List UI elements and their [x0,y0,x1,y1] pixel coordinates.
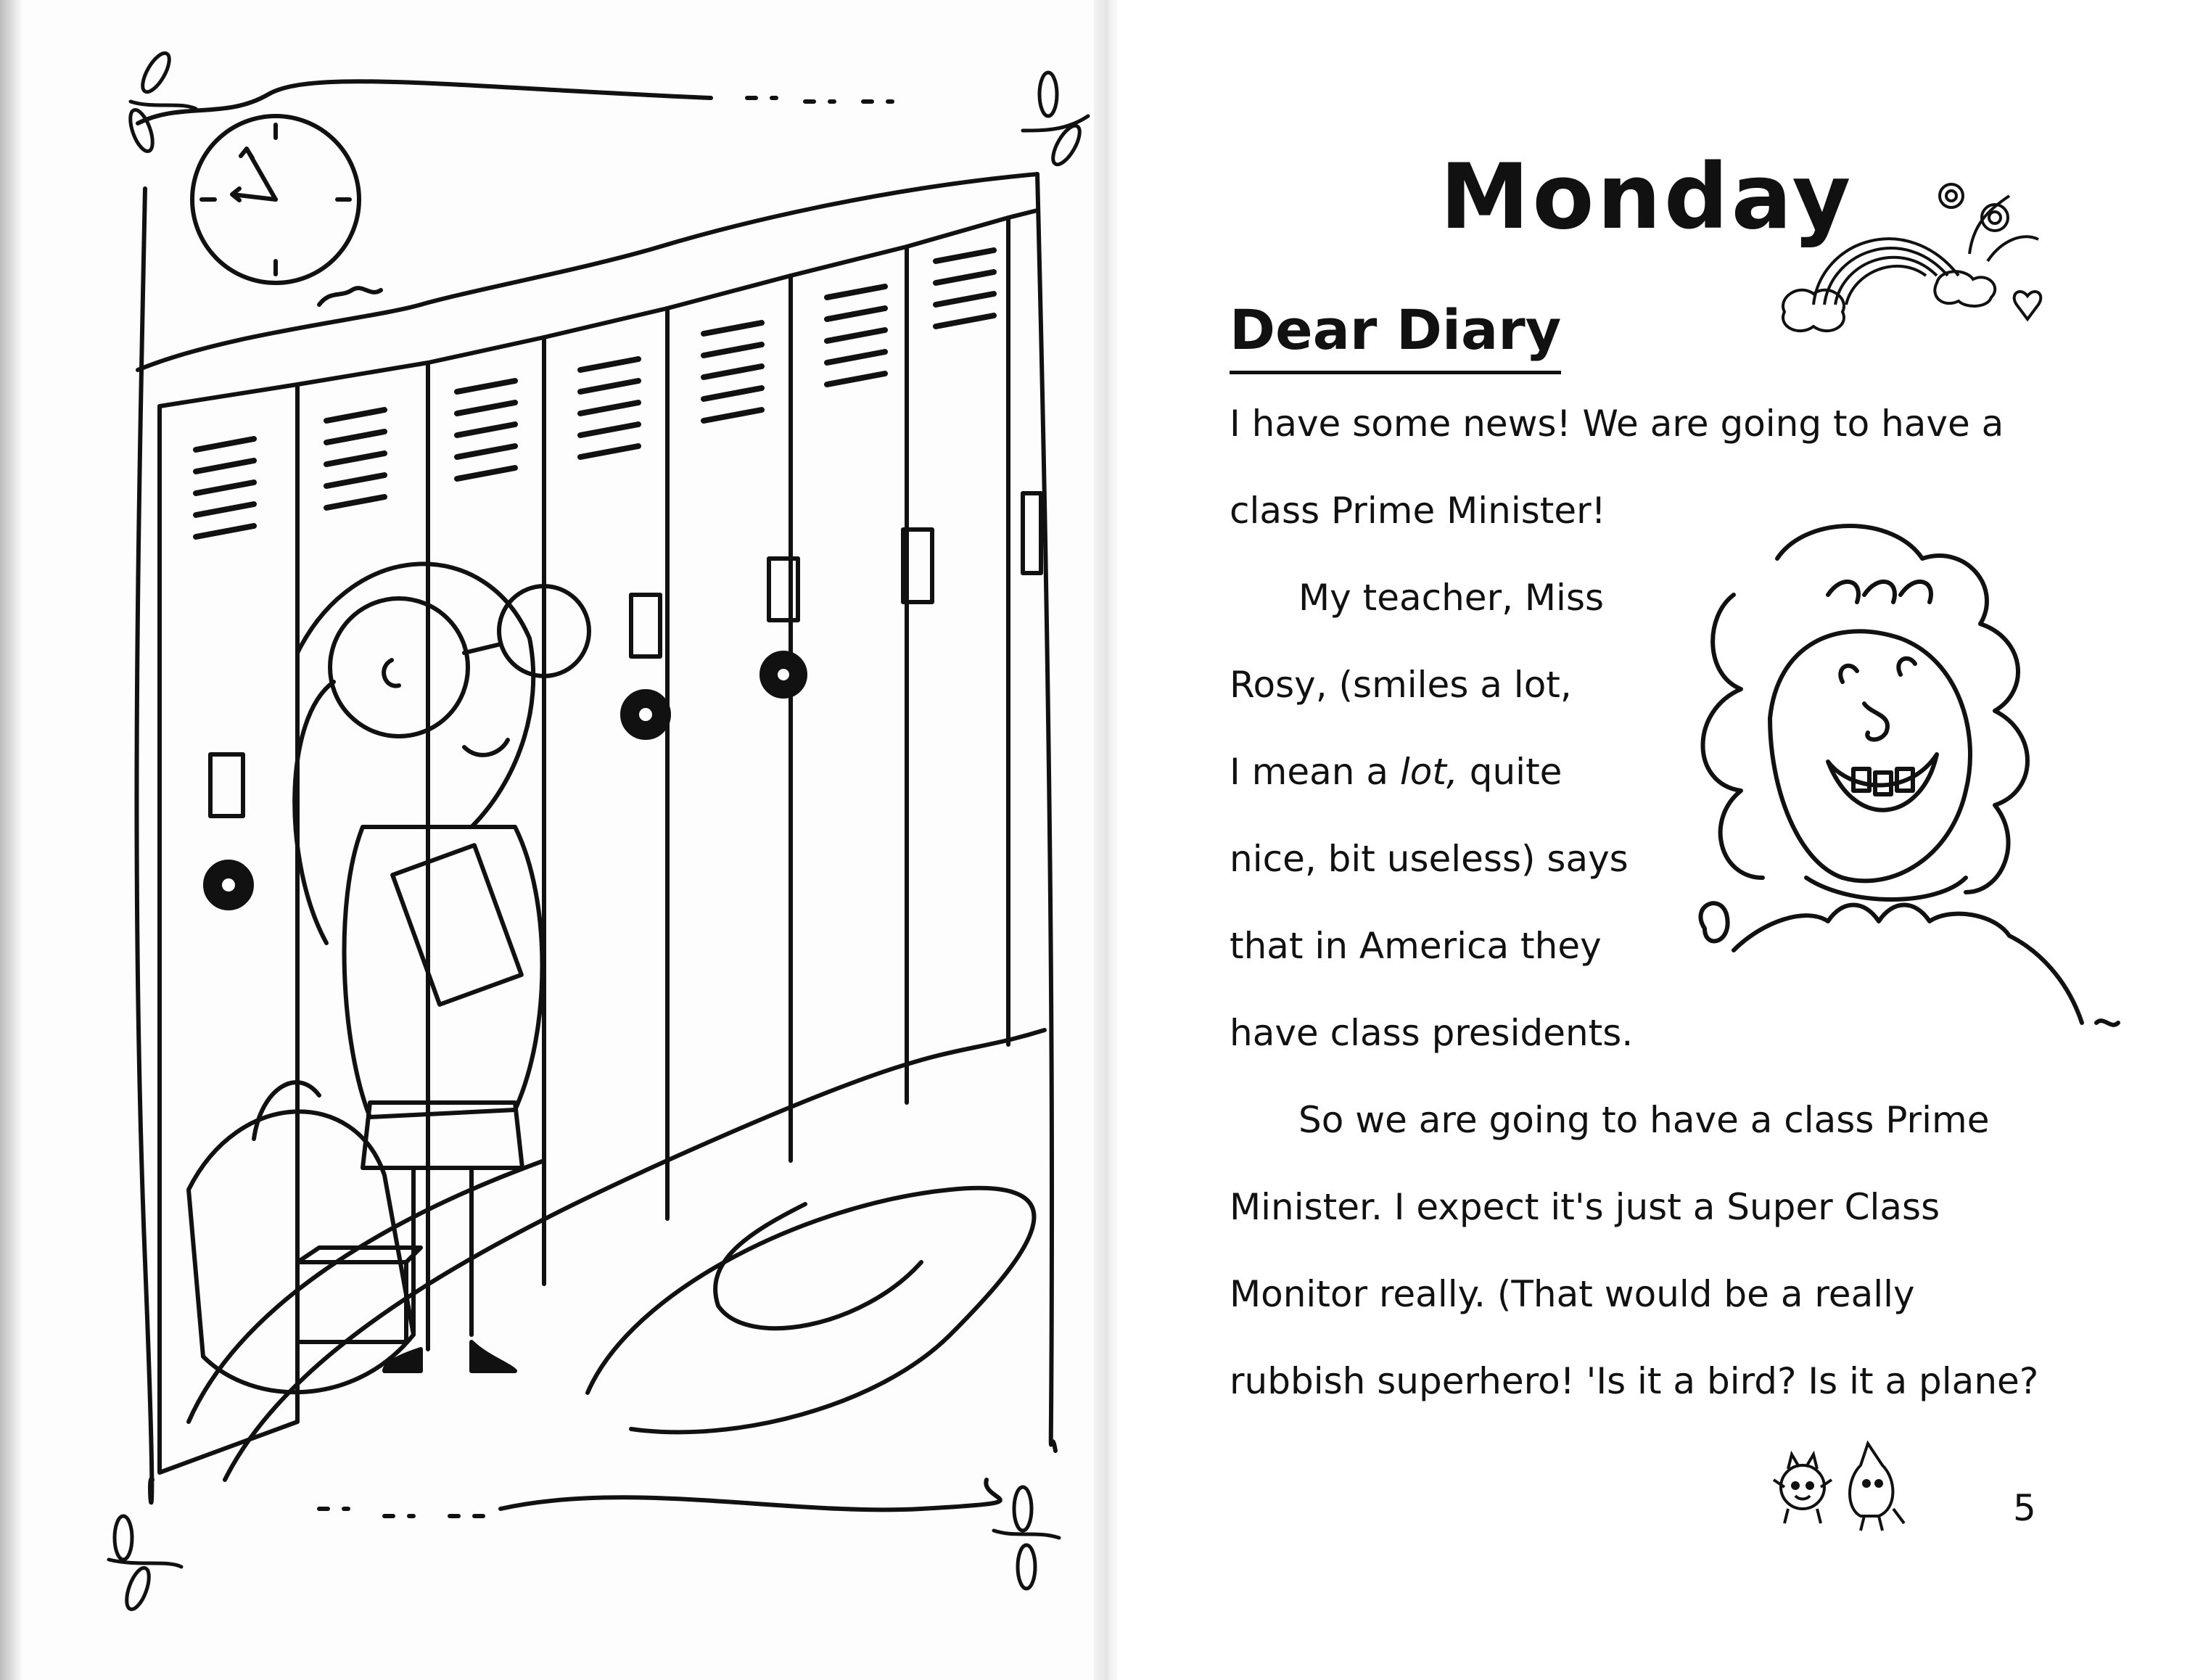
text-line-1: I have some news! We are going to have a [1230,403,2004,445]
rainbow-doodle [1770,167,2060,363]
corner-flourish-top-left [125,49,196,154]
text-line-5-after: quite [1457,751,1562,793]
locker-row [160,210,1041,1473]
text-line-5-emphasis: lot, [1399,751,1458,793]
text-line-3: My teacher, Miss [1298,577,1605,619]
text-line-12: rubbish superhero! 'Is it a bird? Is it a plane? [1230,1360,2039,1402]
wall-clock [192,116,359,283]
page-edge-shadow [0,0,22,1680]
text-line-6: nice, bit useless) says [1230,838,1629,880]
text-line-5-before: I mean a [1230,751,1400,793]
corner-flourish-bottom-left [109,1516,181,1612]
diary-subheading: Dear Diary [1230,297,1561,374]
text-line-10: Minister. I expect it's just a Super Class [1230,1186,1940,1228]
backpack [189,1082,421,1392]
text-line-4: Rosy, (smiles a lot, [1230,664,1572,706]
text-line-5 [1230,751,1562,793]
left-page [0,0,1103,1680]
text-line-7: that in America they [1230,925,1602,967]
corner-flourish-top-right [1023,73,1088,168]
corner-flourish-bottom-right [994,1487,1059,1589]
text-line-8: have class presidents. [1230,1012,1634,1054]
page-number: 5 [2013,1487,2036,1529]
miss-rosy-portrait [1661,515,2140,1066]
text-line-9: So we are going to have a class Prime [1298,1099,1990,1141]
day-heading: Monday [1440,145,1854,250]
cat-doodles [1759,1436,1919,1538]
text-line-2: class Prime Minister! [1230,490,1606,532]
locker-hallway-illustration [80,29,1095,1625]
text-line-11: Monitor really. (That would be a really [1230,1273,1915,1315]
